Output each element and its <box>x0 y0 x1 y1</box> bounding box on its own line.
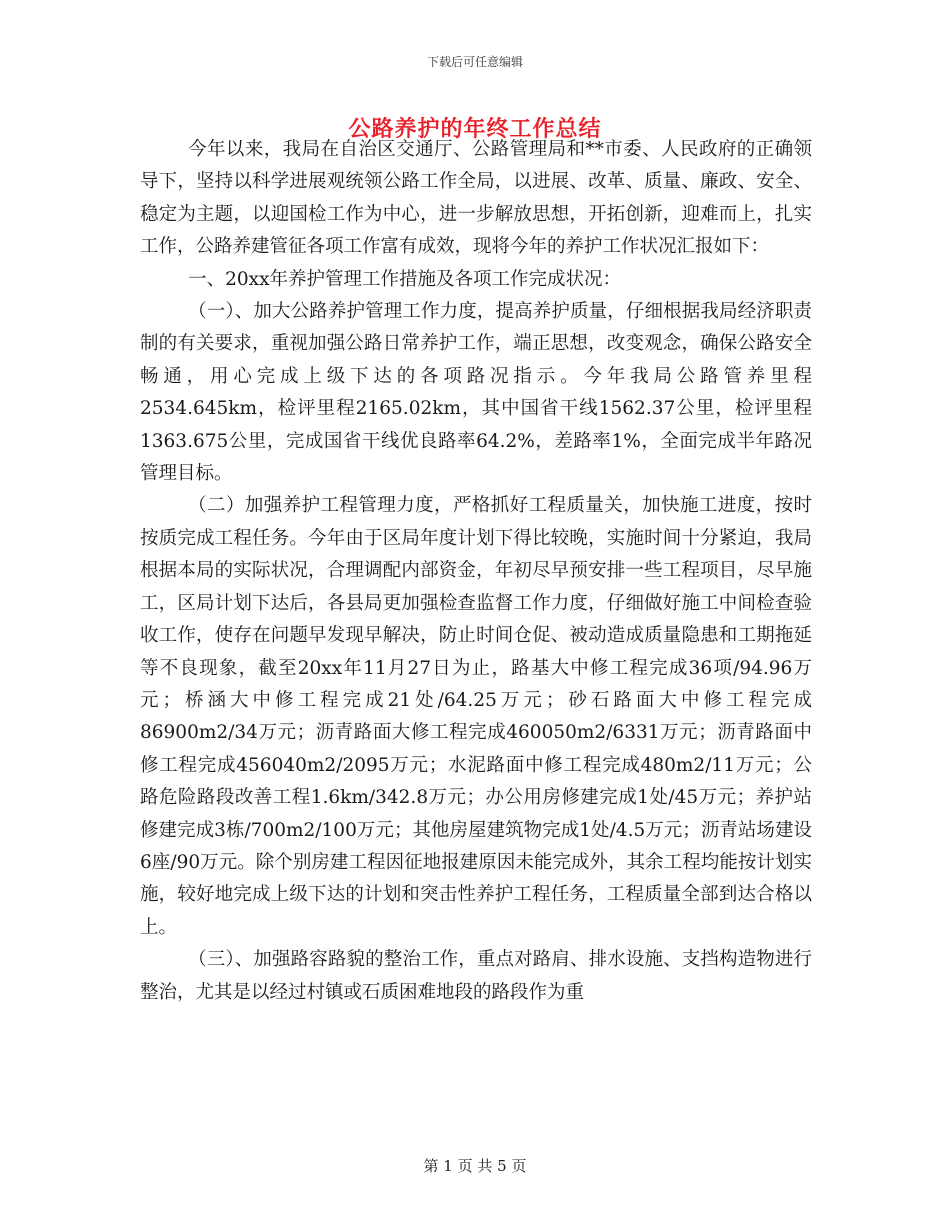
paragraph-intro: 今年以来，我局在自治区交通厅、公路管理局和**市委、人民政府的正确领导下，坚持以科学进展观统领公路工作全局，以进展、改革、质量、廉政、安全、稳定为主题，以迎国检工作为中心，进一步解放思想，开拓创新，迎难而上，扎实工作，公路养建管征各项工作富有成效，现将今年的养护工作状况汇报如下： <box>140 139 812 258</box>
paragraph-item-3: （三）、加强路容路貌的整治工作，重点对路肩、排水设施、支挡构造物进行整治，尤其是以经过村镇或石质困难地段的路段作为重 <box>140 949 812 1003</box>
paragraph-item-2: （二）加强养护工程管理力度，严格抓好工程质量关，加快施工进度，按时按质完成工程任务。今年由于区局年度计划下得比较晚，实施时间十分紧迫，我局根据本局的实际状况，合理调配内部资金，年初尽早预安排一些工程项目，尽早施工，区局计划下达后，各县局更加强检查监督工作力度，仔细做好施工中间检查验收工作，使存在问题早发现早解决，防止时间仓促、被动造成质量隐患和工期拖延等不良现象，截至20xx年11月27日为止，路基大中修工程完成36项/94.96万元；桥涵大中修工程完成21处/64.25万元；砂石路面大中修工程完成86900m2/34万元；沥青路面大修工程完成460050m2/6331万元；沥青路面中修工程完成456040m2/2095万元；水泥路面中修工程完成480m2/11万元；公路危险路段改善工程1.6km/342.8万元；办公用房修建完成1处/45万元；养护站修建完成3栋/700m2/100万元；其他房屋建筑物完成1处/4.5万元；沥青站场建设6座/90万元。除个别房建工程因征地报建原因未能完成外，其余工程均能按计划实施，较好地完成上级下达的计划和突击性养护工程任务，工程质量全部到达合格以上。 <box>140 495 812 938</box>
header-note: 下载后可任意编辑 <box>426 55 523 69</box>
page-footer: 第 1 页 共 5 页 <box>423 1157 527 1175</box>
paragraph-item-1: （一）、加大公路养护管理工作力度，提高养护质量，仔细根据我局经济职责制的有关要求，重视加强公路日常养护工作，端正思想，改变观念，确保公路安全畅通，用心完成上级下达的各项路况指示。今年我局公路管养里程2534.645km，检评里程2165.02km，其中国省干线1562.37公里，检评里程1363.675公里，完成国省干线优良路率64.2%，差路率1%，全面完成半年路况管理目标。 <box>140 301 812 485</box>
section-heading-1: 一、20xx年养护管理工作措施及各项工作完成状况： <box>188 268 622 290</box>
document-title: 公路养护的年终工作总结 <box>348 116 602 142</box>
document-body <box>140 134 812 1009</box>
